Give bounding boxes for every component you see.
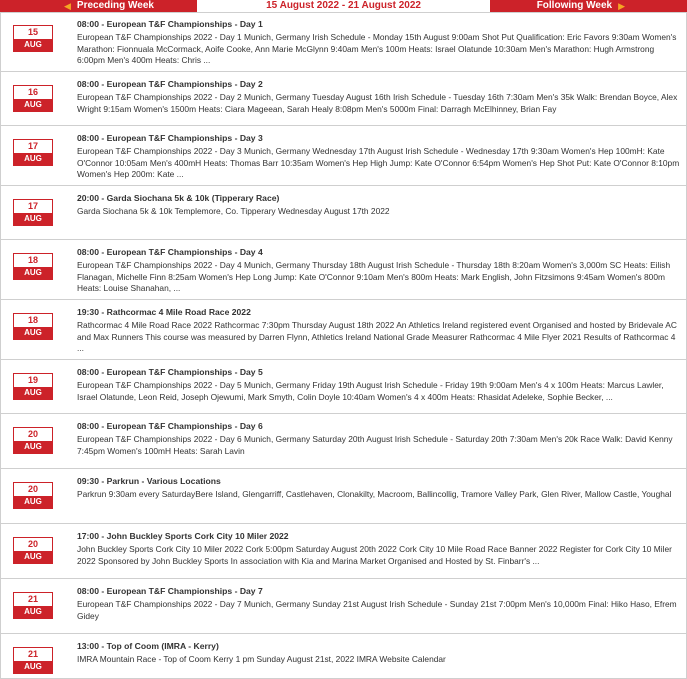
date-day: 21 — [27, 649, 38, 659]
date-day: 20 — [27, 429, 38, 439]
event-description: Rathcormac 4 Mile Road Race 2022 Rathcormac 7:30pm Thursday August 18th 2022 An Athletics Ireland registered event Organised and hosted by Bridevale AC and Max Runners This course was measured by Darren Flynn, Athletics Ireland National Grade Measurer Rathcormac 4 Mile Flyer 2021 Results of Rathcormac 4 ... — [77, 320, 677, 353]
date-badge[interactable] — [13, 253, 53, 280]
event-description: IMRA Mountain Race - Top of Coom Kerry 1 pm Sunday August 21st, 2022 IMRA Website Calendar — [77, 654, 446, 664]
date-month: AUG — [14, 267, 52, 279]
date-badge[interactable] — [13, 482, 53, 509]
date-month: AUG — [14, 99, 52, 111]
event-description: European T&F Championships 2022 - Day 3 Munich, Germany Wednesday 17th August Irish Schedule - Wednesday 17th 9:30am Women's Hep 100mH: Kate O'Connor 10:05am Men's 400mH Heats: Thomas Barr 10:35am Women's Hep High Jump: Kate O'Connor 6:54pm Women's Hep Shot Put: Kate O'Connor 8:10pm Women's Hep 200m: Kate ... — [77, 146, 680, 179]
date-month: AUG — [14, 387, 52, 399]
event-item — [0, 300, 687, 360]
date-badge[interactable] — [13, 537, 53, 564]
following-week-label: Following Week — [536, 0, 613, 11]
date-day: 20 — [27, 484, 38, 494]
date-day: 17 — [27, 141, 38, 151]
event-item — [0, 469, 687, 524]
date-badge[interactable] — [13, 199, 53, 226]
date-month: AUG — [14, 661, 52, 673]
event-description: European T&F Championships 2022 - Day 6 Munich, Germany Saturday 20th August Irish Schedule - Saturday 20th 7:30am Men's 20k Race Walk: David Kenny 7:45pm Women's 100mH Heats: Sarah Lavin — [77, 434, 673, 456]
date-day: 16 — [27, 87, 38, 97]
date-badge[interactable] — [13, 427, 53, 454]
date-badge[interactable] — [13, 647, 53, 674]
event-description: Parkrun 9:30am every SaturdayBere Island, Glengarriff, Castlehaven, Clonakilty, Macroom, Ballincollig, Tramore Valley Park, Glen River, Mallow Castle, Youghal — [77, 489, 672, 499]
event-description: European T&F Championships 2022 - Day 2 Munich, Germany Tuesday August 16th Irish Schedule - Tuesday 16th 7:30am Men's 35k Walk: Brendan Boyce, Alex Wright 9:15am Women's 1500m Heats: Ciara Mageean, Sarah Healy 8:08pm Men's 5000m Final: Darragh McElhinney, Brian Fay — [77, 92, 678, 114]
following-week-button[interactable] — [490, 0, 687, 12]
event-title[interactable]: 08:00 - European T&F Championships - Day 6 — [77, 421, 263, 431]
date-badge[interactable] — [13, 139, 53, 166]
event-description: European T&F Championships 2022 - Day 5 Munich, Germany Friday 19th August Irish Schedule - Friday 19th 9:00am Men's 4 x 100m Heats: Marcus Lawler, Israel Olatunde, Leon Reid, Joseph Ojewumi, Mark Smyth, Colin Doyle 10:40am Women's 4 x 400m Heats: Rhasidat Adeleke, Sophie Becker, ... — [77, 380, 664, 402]
date-month: AUG — [14, 606, 52, 618]
right-arrow-icon: ▶ — [618, 1, 625, 11]
event-title[interactable]: 17:00 - John Buckley Sports Cork City 10 Miler 2022 — [77, 531, 289, 541]
date-month: AUG — [14, 153, 52, 165]
date-month: AUG — [14, 39, 52, 51]
preceding-week-button[interactable] — [0, 0, 197, 12]
event-title[interactable]: 08:00 - European T&F Championships - Day 3 — [77, 133, 263, 143]
event-description: John Buckley Sports Cork City 10 Miler 2022 Cork 5:00pm Saturday August 20th 2022 Cork City 10 Mile Road Race Banner 2022 Register for Cork City 10 Miler 2022 Sponsored by John Buckley Sports In association with Kia and Marina Market Organised and Hosted by St. Finbarr's ... — [77, 544, 672, 566]
week-range: 15 August 2022 - 21 August 2022 — [197, 0, 490, 12]
date-day: 18 — [27, 255, 38, 265]
event-item — [0, 186, 687, 240]
event-description: Garda Siochana 5k & 10k Templemore, Co. Tipperary Wednesday August 17th 2022 — [77, 206, 390, 216]
event-description: European T&F Championships 2022 - Day 1 Munich, Germany Irish Schedule - Monday 15th August 9:00am Shot Put Qualification: Eric Favors 9:30am Women's Marathon: Fionnuala McCormack, Aoife Cooke, Ann Marie McGlynn 9:40am Men's 100m Heats: Israel Olatunde 10:30am Men's Marathon: Hugh Armstrong 6:00pm Men's 400m Heats: Chris ... — [77, 32, 677, 65]
event-description: European T&F Championships 2022 - Day 7 Munich, Germany Sunday 21st August Irish Schedule - Sunday 21st 7:00pm Men's 10,000m Final: Hiko Haso, Efrem Gidey — [77, 599, 677, 621]
event-list — [0, 12, 687, 679]
event-title[interactable]: 19:30 - Rathcormac 4 Mile Road Race 2022 — [77, 307, 251, 317]
event-item — [0, 72, 687, 126]
event-item — [0, 240, 687, 300]
date-day: 19 — [27, 375, 38, 385]
week-navigation — [0, 0, 687, 12]
event-title[interactable]: 09:30 - Parkrun - Various Locations — [77, 476, 221, 486]
event-title[interactable]: 13:00 - Top of Coom (IMRA - Kerry) — [77, 641, 219, 651]
date-badge[interactable] — [13, 85, 53, 112]
date-day: 17 — [27, 201, 38, 211]
event-item — [0, 414, 687, 469]
event-item — [0, 579, 687, 634]
date-day: 15 — [27, 27, 38, 37]
date-month: AUG — [14, 441, 52, 453]
date-badge[interactable] — [13, 592, 53, 619]
date-badge[interactable] — [13, 313, 53, 340]
event-title[interactable]: 08:00 - European T&F Championships - Day 5 — [77, 367, 263, 377]
date-badge[interactable] — [13, 25, 53, 52]
date-month: AUG — [14, 213, 52, 225]
left-arrow-icon: ◀ — [64, 1, 71, 11]
date-month: AUG — [14, 327, 52, 339]
date-day: 21 — [27, 594, 38, 604]
date-month: AUG — [14, 551, 52, 563]
date-month: AUG — [14, 496, 52, 508]
event-item — [0, 634, 687, 679]
event-title[interactable]: 20:00 - Garda Siochana 5k & 10k (Tipperary Race) — [77, 193, 280, 203]
date-day: 20 — [27, 539, 38, 549]
event-title[interactable]: 08:00 - European T&F Championships - Day 2 — [77, 79, 263, 89]
event-title[interactable]: 08:00 - European T&F Championships - Day 4 — [77, 247, 263, 257]
event-title[interactable]: 08:00 - European T&F Championships - Day 7 — [77, 586, 263, 596]
event-description: European T&F Championships 2022 - Day 4 Munich, Germany Thursday 18th August Irish Schedule - Thursday 18th 8:20am Women's 3,000m SC Heats: Eilish Flanagan, Michelle Finn 8:25am Women's Hep Long Jump: Kate O'Connor 9:10am Men's 800m Heats: Mark English, John Fitzsimons 9:45am Women's 800m Heats: Louise Shanahan, ... — [77, 260, 671, 293]
event-item — [0, 360, 687, 414]
date-badge[interactable] — [13, 373, 53, 400]
date-day: 18 — [27, 315, 38, 325]
event-title[interactable]: 08:00 - European T&F Championships - Day 1 — [77, 19, 263, 29]
event-item — [0, 524, 687, 579]
event-item — [0, 12, 687, 72]
preceding-week-label: Preceding Week — [76, 0, 154, 11]
event-item — [0, 126, 687, 186]
